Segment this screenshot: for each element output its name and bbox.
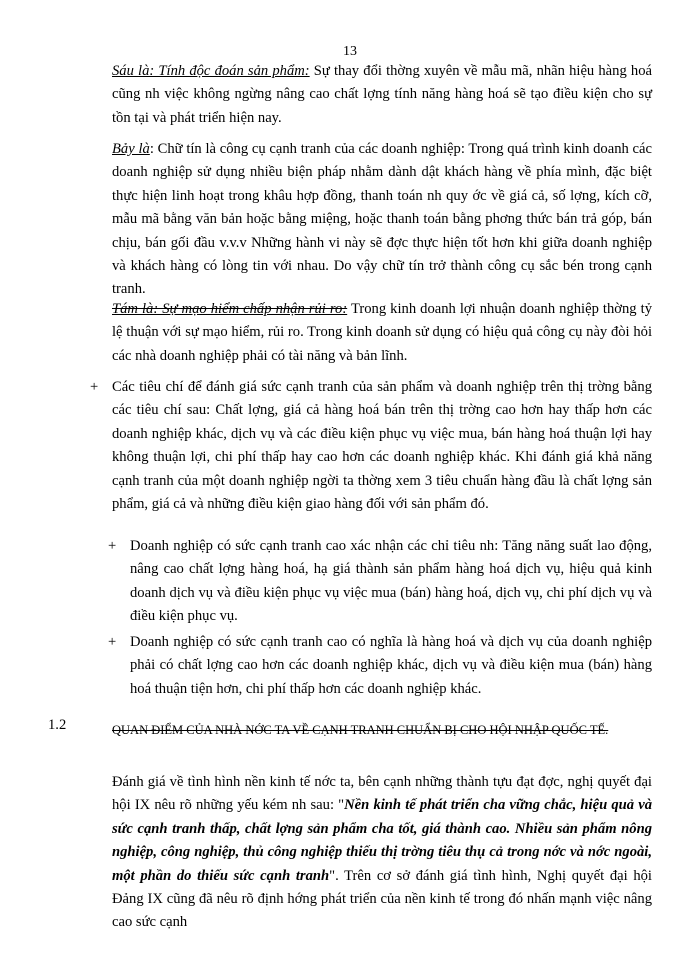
paragraph-assessment — [112, 771, 652, 935]
paragraph-six — [112, 60, 652, 130]
paragraph-seven-text: : Chữ tín là công cụ cạnh tranh của các doanh nghiệp: Trong quá trình kinh doanh các doanh nghiệp sử dụng nhiều biện pháp nhằm dành dật khách hàng về phía mình, đặc biệt thực hiện linh hoạt trong khâu hợp đồng, thanh toán nh quy ớc về giá cả, số lợng, kích cỡ, mẫu mã bằng văn bản hoặc bằng miệng, hoặc thanh toán bằng phơng thức bán trả góp, bán chịu, bán gối đầu v.v.v Những hành vi này sẽ đợc thực hiện tốt hơn khi giữa doanh nghiệp và khách hàng có lòng tin với nhau. Do vậy chữ tín trở thành công cụ sắc bén trong cạnh tranh. — [112, 141, 652, 298]
section-title: QUAN ĐIỂM CỦA NHÀ NỚC TA VỀ CẠNH TRANH CHUẨN BỊ CHO HỘI NHẬP QUỐC TẾ. — [112, 723, 609, 737]
bullet-mark: + — [108, 634, 117, 650]
page-number: 13 — [343, 44, 357, 59]
bullet-mark: + — [108, 538, 117, 554]
bullet-mark: + — [90, 379, 99, 395]
paragraph-eight-label: Tám là: Sự mạo hiểm chấp nhận rủi ro: — [112, 301, 348, 317]
assessment-outro: ". Trên cơ sở đánh giá tình hình, Nghị quyết đại hội Đảng IX cũng đã nêu rõ định hớng phát triển của nền kinh tế trong đó nhấn mạnh việc nâng cao sức cạnh — [112, 867, 652, 931]
bullet-criteria-text: Các tiêu chí để đánh giá sức cạnh tranh của sản phẩm và doanh nghiệp trên thị trờng bằng các tiêu chí sau: Chất lợng, giá cả hàng hoá bán trên thị trờng cao hơn hay thấp hơn các doanh nghiệp khác, dịch vụ và các điều kiện phục vụ việc mua, bán hàng hoá thuận lợi hay không thuận lợi, chi phí thấp hay cao hơn các doanh nghiệp khác. Khi đánh giá khả năng cạnh tranh của một doanh nghiệp ngời ta thờng xem 3 tiêu chuẩn hàng đầu là chất lợng sản phẩm, giá cả và những điều kiện giao hàng đối với sản phẩm đó. — [112, 379, 652, 513]
paragraph-six-text: Sự thay đổi thờng xuyên về mẫu mã, nhãn hiệu hàng hoá cũng nh việc không ngừng nâng cao chất lợng tính năng hàng hoá sẽ tạo điều kiện cho sự tồn tại và phát triển hiện nay. — [112, 63, 652, 126]
paragraph-eight-text: Trong kinh doanh lợi nhuận doanh nghiệp thờng tỷ lệ thuận với sự mạo hiểm, rủi ro. Trong kinh doanh sử dụng có hiệu quả công cụ này đòi hỏi các nhà doanh nghiệp phải có tài năng và bản lĩnh. — [112, 301, 652, 364]
bullet-indicators — [108, 535, 652, 629]
paragraph-seven — [112, 138, 652, 302]
bullet-meaning-text: Doanh nghiệp có sức cạnh tranh cao có nghĩa là hàng hoá và dịch vụ của doanh nghiệp phải có chất lợng cao hơn các doanh nghiệp khác, dịch vụ và điều kiện mua (bán) hàng hoá thuận tiện hơn, chi phí thấp hơn các doanh nghiệp khác. — [130, 634, 652, 697]
section-number: 1.2 — [48, 717, 67, 733]
bullet-criteria — [90, 376, 652, 516]
bullet-indicators-text: Doanh nghiệp có sức cạnh tranh cao xác nhận các chỉ tiêu nh: Tăng năng suất lao động, nâng cao chất lợng hàng hoá, hạ giá thành sản phẩm hàng hoá dịch vụ, hiệu quả kinh doanh dịch vụ và điều kiện phục vụ việc mua (bán) hàng hoá, dịch vụ, chi phí dịch vụ và điều kiện phục vụ. — [130, 538, 652, 625]
bullet-meaning — [108, 631, 652, 701]
paragraph-eight — [112, 298, 652, 368]
paragraph-six-label: Sáu là: Tính độc đoán sản phẩm: — [112, 63, 310, 79]
paragraph-seven-label: Bảy là — [112, 141, 150, 157]
assessment-quote: Nền kinh tế phát triển cha vững chắc, hiệu quả và sức cạnh tranh thấp, chất lợng sản phẩm cha tốt, giá thành cao. Nhiều sản phẩm nông nghiệp, công nghiệp, thủ công nghiệp thiếu thị trờng tiêu thụ cả trong nớc và nớc ngoài, một phần do thiếu sức cạnh tranh — [112, 797, 653, 884]
assessment-intro: Đánh giá về tình hình nền kinh tế nớc ta, bên cạnh những thành tựu đạt đợc, nghị quyết đại hội IX nêu rõ những yếu kém nh sau: " — [112, 774, 652, 814]
